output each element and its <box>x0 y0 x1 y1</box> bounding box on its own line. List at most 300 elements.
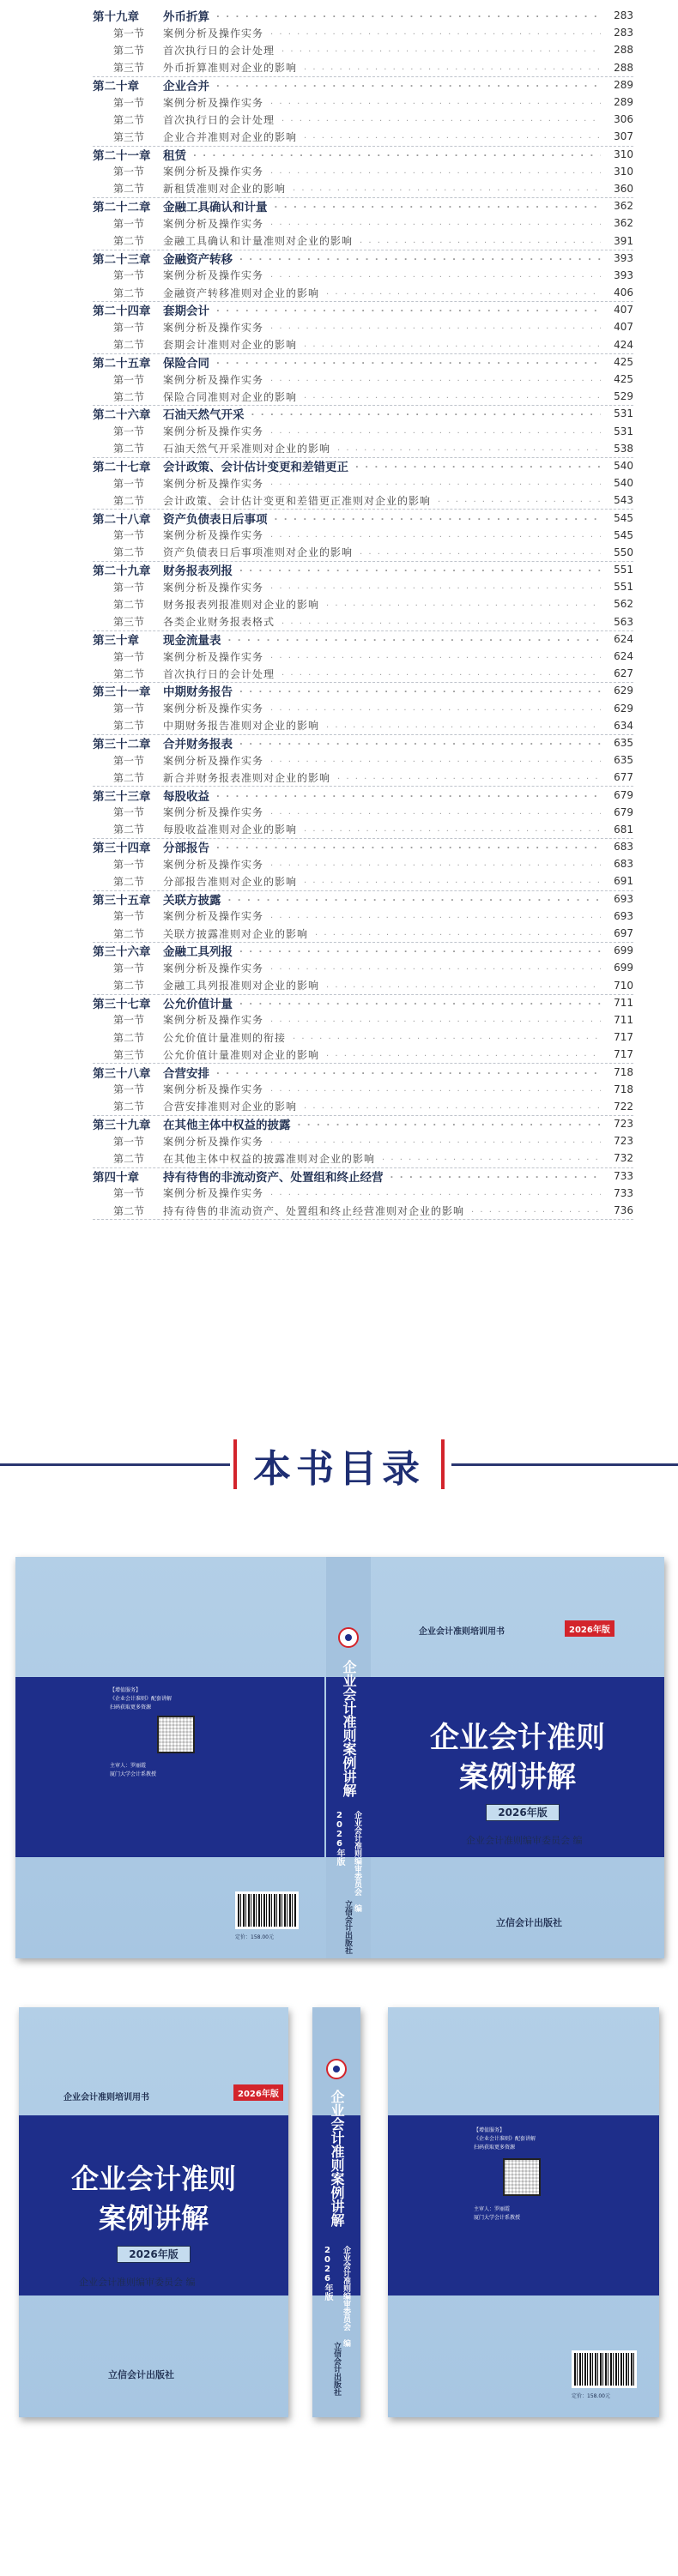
page-number: 733 <box>614 1186 633 1199</box>
author-1: 主审人：罗丽霞 <box>474 2206 511 2212</box>
section-number: 第一节 <box>113 529 145 542</box>
spine-title: 企业会计准则案例讲解 <box>329 2090 345 2227</box>
leader-dots <box>216 305 601 315</box>
leader-dots <box>193 149 601 160</box>
section-title: 案例分析及操作实务 <box>163 269 264 282</box>
page-number: 723 <box>614 1118 633 1131</box>
section-number: 第二节 <box>113 113 145 126</box>
toc-section-row <box>93 41 633 58</box>
section-number: 第一节 <box>113 477 145 490</box>
section-title: 外币折算准则对企业的影响 <box>163 62 298 75</box>
page-number: 360 <box>614 182 633 195</box>
heading-bar-right <box>441 1439 445 1489</box>
section-number: 第二节 <box>113 287 145 299</box>
leader-dots <box>281 617 601 627</box>
toc-section-row <box>93 872 633 890</box>
heading-line-left <box>0 1463 230 1466</box>
section-number: 第一节 <box>113 650 145 663</box>
section-number: 第三节 <box>113 616 145 629</box>
page-number: 711 <box>614 1013 633 1026</box>
section-title: 金融工具列报准则对企业的影响 <box>163 980 320 992</box>
section-number: 第二节 <box>113 494 145 507</box>
section-title: 持有待售的非流动资产、处置组和终止经营准则对企业的影响 <box>163 1204 465 1217</box>
section-number: 第一节 <box>113 703 145 715</box>
page-number: 288 <box>614 61 633 74</box>
toc-chapter-row <box>93 734 633 751</box>
section-number: 第二节 <box>113 875 145 888</box>
heading-title: 本书目录 <box>253 1447 425 1491</box>
leader-dots <box>270 478 601 488</box>
leader-dots <box>337 443 601 454</box>
toc-section-row <box>93 855 633 872</box>
toc-chapter-row <box>93 838 633 855</box>
toc-section-row <box>93 24 633 41</box>
section-title: 套期会计准则对企业的影响 <box>163 339 298 352</box>
edition-badge: 2026年版 <box>565 1620 614 1637</box>
price: 定价：158.00元 <box>235 1934 274 1940</box>
section-title: 案例分析及操作实务 <box>163 1014 264 1027</box>
chapter-number: 第二十六章 <box>93 408 151 423</box>
page-number: 362 <box>614 200 633 213</box>
page-number: 288 <box>614 44 633 57</box>
price: 定价：158.00元 <box>572 2393 610 2399</box>
toc-section-row <box>93 371 633 388</box>
leader-dots <box>216 10 601 21</box>
chapter-number: 第三十二章 <box>93 737 151 751</box>
leader-dots <box>251 408 602 419</box>
leader-dots <box>239 564 601 575</box>
spine-publisher: 立信会计出版社 <box>343 1900 352 1954</box>
page-number: 683 <box>614 841 633 854</box>
chapter-title: 石油天然气开采 <box>163 408 245 423</box>
page-number: 627 <box>614 667 633 680</box>
section-title: 案例分析及操作实务 <box>163 910 264 923</box>
toc-section-row <box>93 1011 633 1029</box>
chapter-number: 第三十章 <box>93 633 139 648</box>
section-number: 第二节 <box>113 1204 145 1217</box>
toc-chapter-row <box>93 1115 633 1132</box>
chapter-title: 在其他主体中权益的披露 <box>163 1119 291 1133</box>
page-number: 691 <box>614 875 633 888</box>
leader-dots <box>270 530 601 540</box>
page-number: 717 <box>614 1031 633 1044</box>
section-title: 合营安排准则对企业的影响 <box>163 1101 298 1113</box>
section-number: 第二节 <box>113 823 145 836</box>
chapter-title: 公允价值计量 <box>163 997 233 1011</box>
publisher-label: 立信会计出版社 <box>108 2369 174 2380</box>
section-title: 分部报告准则对企业的影响 <box>163 875 298 888</box>
author-2: 厦门大学会计系教授 <box>110 1771 157 1777</box>
page-number: 289 <box>614 78 633 91</box>
section-number: 第一节 <box>113 1187 145 1200</box>
page-number: 551 <box>614 564 633 576</box>
page-number: 540 <box>614 459 633 472</box>
section-title: 中期财务报告准则对企业的影响 <box>163 720 320 733</box>
leader-dots <box>239 685 601 696</box>
toc-section-row <box>93 595 633 612</box>
chapter-title: 财务报表列报 <box>163 564 233 579</box>
page-number: 635 <box>614 736 633 749</box>
section-number: 第二节 <box>113 667 145 680</box>
leader-dots <box>270 426 601 437</box>
leader-dots <box>239 998 601 1008</box>
section-number: 第三节 <box>113 62 145 75</box>
section-title: 案例分析及操作实务 <box>163 581 264 594</box>
toc-section-row <box>93 163 633 180</box>
chapter-title: 金融工具列报 <box>163 945 233 960</box>
publisher-label: 立信会计出版社 <box>496 1917 562 1928</box>
chapter-number: 第二十九章 <box>93 564 151 579</box>
toc-chapter-row <box>93 301 633 318</box>
leader-dots <box>270 218 601 228</box>
leader-dots <box>228 634 602 644</box>
toc-section-row <box>93 700 633 717</box>
toc-section-row <box>93 804 633 821</box>
page-number: 543 <box>614 494 633 507</box>
section-number: 第一节 <box>113 373 145 386</box>
book-title-line2: 案例讲解 <box>459 1760 576 1795</box>
page-number: 732 <box>614 1152 633 1165</box>
toc-chapter-row <box>93 197 633 214</box>
page-number: 407 <box>614 321 633 334</box>
section-title: 首次执行日的会计处理 <box>163 44 275 57</box>
toc-section-row <box>93 648 633 665</box>
chapter-title: 合营安排 <box>163 1066 209 1081</box>
page-number: 717 <box>614 1048 633 1061</box>
chapter-title: 每股收益 <box>163 789 209 804</box>
leader-dots <box>304 1101 601 1112</box>
page-number: 679 <box>614 788 633 801</box>
chapter-title: 关联方披露 <box>163 893 221 908</box>
editor-credit: 企业会计准则编审委员会 编 <box>466 1835 583 1846</box>
toc-chapter-row <box>93 76 633 94</box>
page-number: 679 <box>614 805 633 818</box>
toc-section-row <box>93 440 633 457</box>
toc-section-row <box>93 111 633 128</box>
leader-dots <box>438 495 601 505</box>
page-number: 681 <box>614 823 633 836</box>
page-number: 693 <box>614 892 633 905</box>
chapter-title: 分部报告 <box>163 842 209 856</box>
back-band <box>15 1677 324 1857</box>
toc-section-row <box>93 717 633 734</box>
page-number: 545 <box>614 528 633 541</box>
leader-dots <box>270 1015 601 1025</box>
chapter-title: 合并财务报表 <box>163 737 233 751</box>
leader-dots <box>281 668 601 679</box>
leader-dots <box>360 236 601 246</box>
chapter-title: 资产负债表日后事项 <box>163 512 268 527</box>
section-title: 案例分析及操作实务 <box>163 806 264 819</box>
toc-section-row <box>93 665 633 682</box>
page-number: 550 <box>614 546 633 558</box>
section-title: 案例分析及操作实务 <box>163 477 264 490</box>
toc-section-row <box>93 284 633 301</box>
section-title: 公允价值计量准则对企业的影响 <box>163 1048 320 1061</box>
page-number: 425 <box>614 355 633 368</box>
chapter-title: 保险合同 <box>163 356 209 371</box>
section-number: 第二节 <box>113 339 145 352</box>
toc-section-row <box>93 1202 633 1219</box>
section-title: 会计政策、会计估计变更和差错更正准则对企业的影响 <box>163 494 432 507</box>
leader-dots <box>270 1188 601 1198</box>
page-number: 723 <box>614 1135 633 1148</box>
page-number: 425 <box>614 373 633 386</box>
book-cover-spread <box>15 1557 664 1958</box>
page-number: 310 <box>614 165 633 178</box>
leader-dots <box>270 27 601 38</box>
spine-title: 企业会计准则案例讲解 <box>341 1660 357 1797</box>
leader-dots <box>304 391 601 401</box>
section-number: 第一节 <box>113 96 145 109</box>
chapter-number: 第三十七章 <box>93 997 151 1011</box>
qr-caption-1: 【增值服务】 <box>110 1687 142 1693</box>
page-number: 393 <box>614 268 633 281</box>
leader-dots <box>270 582 601 592</box>
page-number: 722 <box>614 1100 633 1113</box>
section-heading <box>0 1407 678 1518</box>
page-number: 545 <box>614 511 633 524</box>
leader-dots <box>216 790 601 800</box>
leader-dots <box>390 1171 602 1181</box>
page-number: 635 <box>614 754 633 767</box>
leader-dots <box>304 824 601 835</box>
logo-icon <box>338 1627 359 1648</box>
toc-section-row <box>93 59 633 76</box>
page-number: 697 <box>614 927 633 940</box>
toc-section-row <box>93 423 633 440</box>
section-number: 第一节 <box>113 754 145 767</box>
page-number: 634 <box>614 719 633 732</box>
section-title: 案例分析及操作实务 <box>163 321 264 334</box>
section-number: 第二节 <box>113 598 145 611</box>
leader-dots <box>270 911 601 921</box>
toc-section-row <box>93 232 633 249</box>
page-number: 629 <box>614 702 633 715</box>
section-number: 第二节 <box>113 927 145 940</box>
page-number: 733 <box>614 1169 633 1182</box>
section-number: 第二节 <box>113 980 145 992</box>
section-title: 首次执行日的会计处理 <box>163 113 275 126</box>
section-title: 案例分析及操作实务 <box>163 703 264 715</box>
qr-code <box>503 2158 541 2196</box>
leader-dots <box>293 184 601 194</box>
series-label: 企业会计准则培训用书 <box>64 2093 149 2102</box>
book-front-cover <box>19 2007 288 2417</box>
section-number: 第一节 <box>113 1135 145 1148</box>
chapter-title: 金融工具确认和计量 <box>163 201 268 215</box>
spine-publisher: 立信会计出版社 <box>332 2342 341 2396</box>
chapter-title: 中期财务报告 <box>163 685 233 700</box>
leader-dots <box>239 738 601 748</box>
toc-section-row <box>93 267 633 284</box>
page-number: 683 <box>614 858 633 871</box>
page-number: 531 <box>614 425 633 437</box>
section-title: 案例分析及操作实务 <box>163 27 264 39</box>
leader-dots <box>293 1032 601 1042</box>
book-back-cover <box>388 2007 659 2417</box>
author-1: 主审人：罗丽霞 <box>110 1763 147 1769</box>
page-number: 362 <box>614 217 633 230</box>
chapter-number: 第二十五章 <box>93 356 151 371</box>
leader-dots <box>270 322 601 332</box>
toc-section-row <box>93 1149 633 1167</box>
section-number: 第一节 <box>113 962 145 974</box>
page-number: 538 <box>614 442 633 455</box>
leader-dots <box>270 755 601 765</box>
section-number: 第二节 <box>113 183 145 196</box>
spine-editor: 企业会计准则编审委员会 编 <box>353 1811 361 1912</box>
section-title: 案例分析及操作实务 <box>163 962 264 974</box>
page-number: 406 <box>614 287 633 299</box>
leader-dots <box>326 287 601 298</box>
section-title: 新合并财务报表准则对企业的影响 <box>163 771 331 784</box>
edition-badge: 2026年版 <box>233 2084 283 2101</box>
toc-section-row <box>93 180 633 197</box>
toc-chapter-row <box>93 7 633 24</box>
page-number: 283 <box>614 27 633 39</box>
toc-section-row <box>93 959 633 976</box>
leader-dots <box>304 340 601 350</box>
chapter-number: 第二十四章 <box>93 305 151 319</box>
qr-caption-2: 《企业会计准则》配套讲解 <box>474 2136 536 2142</box>
section-title: 案例分析及操作实务 <box>163 373 264 386</box>
section-number: 第三节 <box>113 130 145 143</box>
toc-section-row <box>93 527 633 544</box>
section-number: 第二节 <box>113 443 145 455</box>
chapter-number: 第三十三章 <box>93 789 151 804</box>
leader-dots <box>270 166 601 177</box>
section-number: 第二节 <box>113 720 145 733</box>
section-number: 第二节 <box>113 1031 145 1044</box>
chapter-title: 外币折算 <box>163 10 209 25</box>
section-title: 案例分析及操作实务 <box>163 425 264 438</box>
page-number: 289 <box>614 96 633 109</box>
leader-dots <box>270 97 601 107</box>
leader-dots <box>239 945 601 956</box>
chapter-title: 金融资产转移 <box>163 252 233 267</box>
toc-section-row <box>93 492 633 509</box>
toc-section-row <box>93 318 633 335</box>
section-number: 第一节 <box>113 166 145 178</box>
page-number: 562 <box>614 598 633 611</box>
leader-dots <box>270 807 601 817</box>
section-title: 各类企业财务报表格式 <box>163 616 275 629</box>
leader-dots <box>304 131 601 142</box>
toc-section-row <box>93 908 633 925</box>
section-title: 每股收益准则对企业的影响 <box>163 823 298 836</box>
leader-dots <box>270 651 601 661</box>
section-title: 案例分析及操作实务 <box>163 1187 264 1200</box>
toc-chapter-row <box>93 146 633 163</box>
toc-chapter-row <box>93 682 633 699</box>
section-number: 第二节 <box>113 546 145 559</box>
section-title: 案例分析及操作实务 <box>163 1083 264 1096</box>
toc-section-row <box>93 1081 633 1098</box>
page-number: 540 <box>614 477 633 490</box>
section-number: 第二节 <box>113 1152 145 1165</box>
section-title: 案例分析及操作实务 <box>163 754 264 767</box>
heading-line-right <box>451 1463 678 1466</box>
leader-dots <box>281 45 601 55</box>
toc-chapter-row <box>93 994 633 1011</box>
page-number: 529 <box>614 390 633 403</box>
section-title: 案例分析及操作实务 <box>163 858 264 871</box>
chapter-number: 第二十一章 <box>93 148 151 163</box>
section-title: 金融资产转移准则对企业的影响 <box>163 287 320 299</box>
spine-edition: 2026年版 <box>335 1811 344 1866</box>
page-number: 283 <box>614 9 633 22</box>
section-number: 第一节 <box>113 269 145 282</box>
toc-section-row <box>93 94 633 111</box>
section-number: 第一节 <box>113 858 145 871</box>
toc-chapter-row <box>93 561 633 578</box>
page-number: 624 <box>614 632 633 645</box>
leader-dots <box>270 703 601 714</box>
series-label: 企业会计准则培训用书 <box>419 1627 505 1637</box>
section-number: 第一节 <box>113 806 145 819</box>
leader-dots <box>315 928 601 938</box>
leader-dots <box>270 962 601 973</box>
book-title-line1: 企业会计准则 <box>430 1721 605 1755</box>
chapter-number: 第二十八章 <box>93 512 151 527</box>
chapter-number: 第二十三章 <box>93 252 151 267</box>
section-title: 案例分析及操作实务 <box>163 650 264 663</box>
leader-dots <box>270 374 601 384</box>
toc-section-row <box>93 925 633 942</box>
leader-dots <box>382 1153 601 1163</box>
chapter-number: 第二十二章 <box>93 201 151 215</box>
section-title: 新租赁准则对企业的影响 <box>163 183 287 196</box>
chapter-number: 第三十六章 <box>93 945 151 960</box>
toc-section-row <box>93 214 633 232</box>
qr-caption-1: 【增值服务】 <box>474 2127 505 2133</box>
chapter-number: 第四十章 <box>93 1170 139 1185</box>
qr-code <box>157 1716 195 1753</box>
leader-dots <box>275 513 602 523</box>
leader-dots <box>270 1084 601 1095</box>
section-number: 第一节 <box>113 581 145 594</box>
section-number: 第一节 <box>113 425 145 438</box>
toc-chapter-row <box>93 942 633 959</box>
chapter-title: 企业合并 <box>163 79 209 94</box>
leader-dots <box>275 201 602 211</box>
leader-dots <box>270 1136 601 1146</box>
spine-editor: 企业会计准则编审委员会 编 <box>342 2246 350 2347</box>
section-number: 第二节 <box>113 44 145 57</box>
leader-dots <box>360 547 601 558</box>
toc-section-row <box>93 613 633 630</box>
toc-chapter-row <box>93 457 633 474</box>
leader-dots <box>239 253 601 263</box>
toc-section-row <box>93 578 633 595</box>
leader-dots <box>326 599 601 609</box>
barcode <box>572 2350 637 2388</box>
section-title: 在其他主体中权益的披露准则对企业的影响 <box>163 1152 376 1165</box>
toc-section-row <box>93 1185 633 1202</box>
section-number: 第三节 <box>113 1048 145 1061</box>
page-number: 624 <box>614 650 633 663</box>
qr-caption-2: 《企业会计准则》配套讲解 <box>110 1696 173 1702</box>
section-number: 第二节 <box>113 1101 145 1113</box>
leader-dots <box>270 859 601 869</box>
toc-chapter-row <box>93 890 633 908</box>
toc-section-row <box>93 336 633 353</box>
toc-section-row <box>93 1132 633 1149</box>
page-number: 531 <box>614 407 633 420</box>
author-2: 厦门大学会计系教授 <box>474 2215 521 2221</box>
page-number: 718 <box>614 1065 633 1078</box>
